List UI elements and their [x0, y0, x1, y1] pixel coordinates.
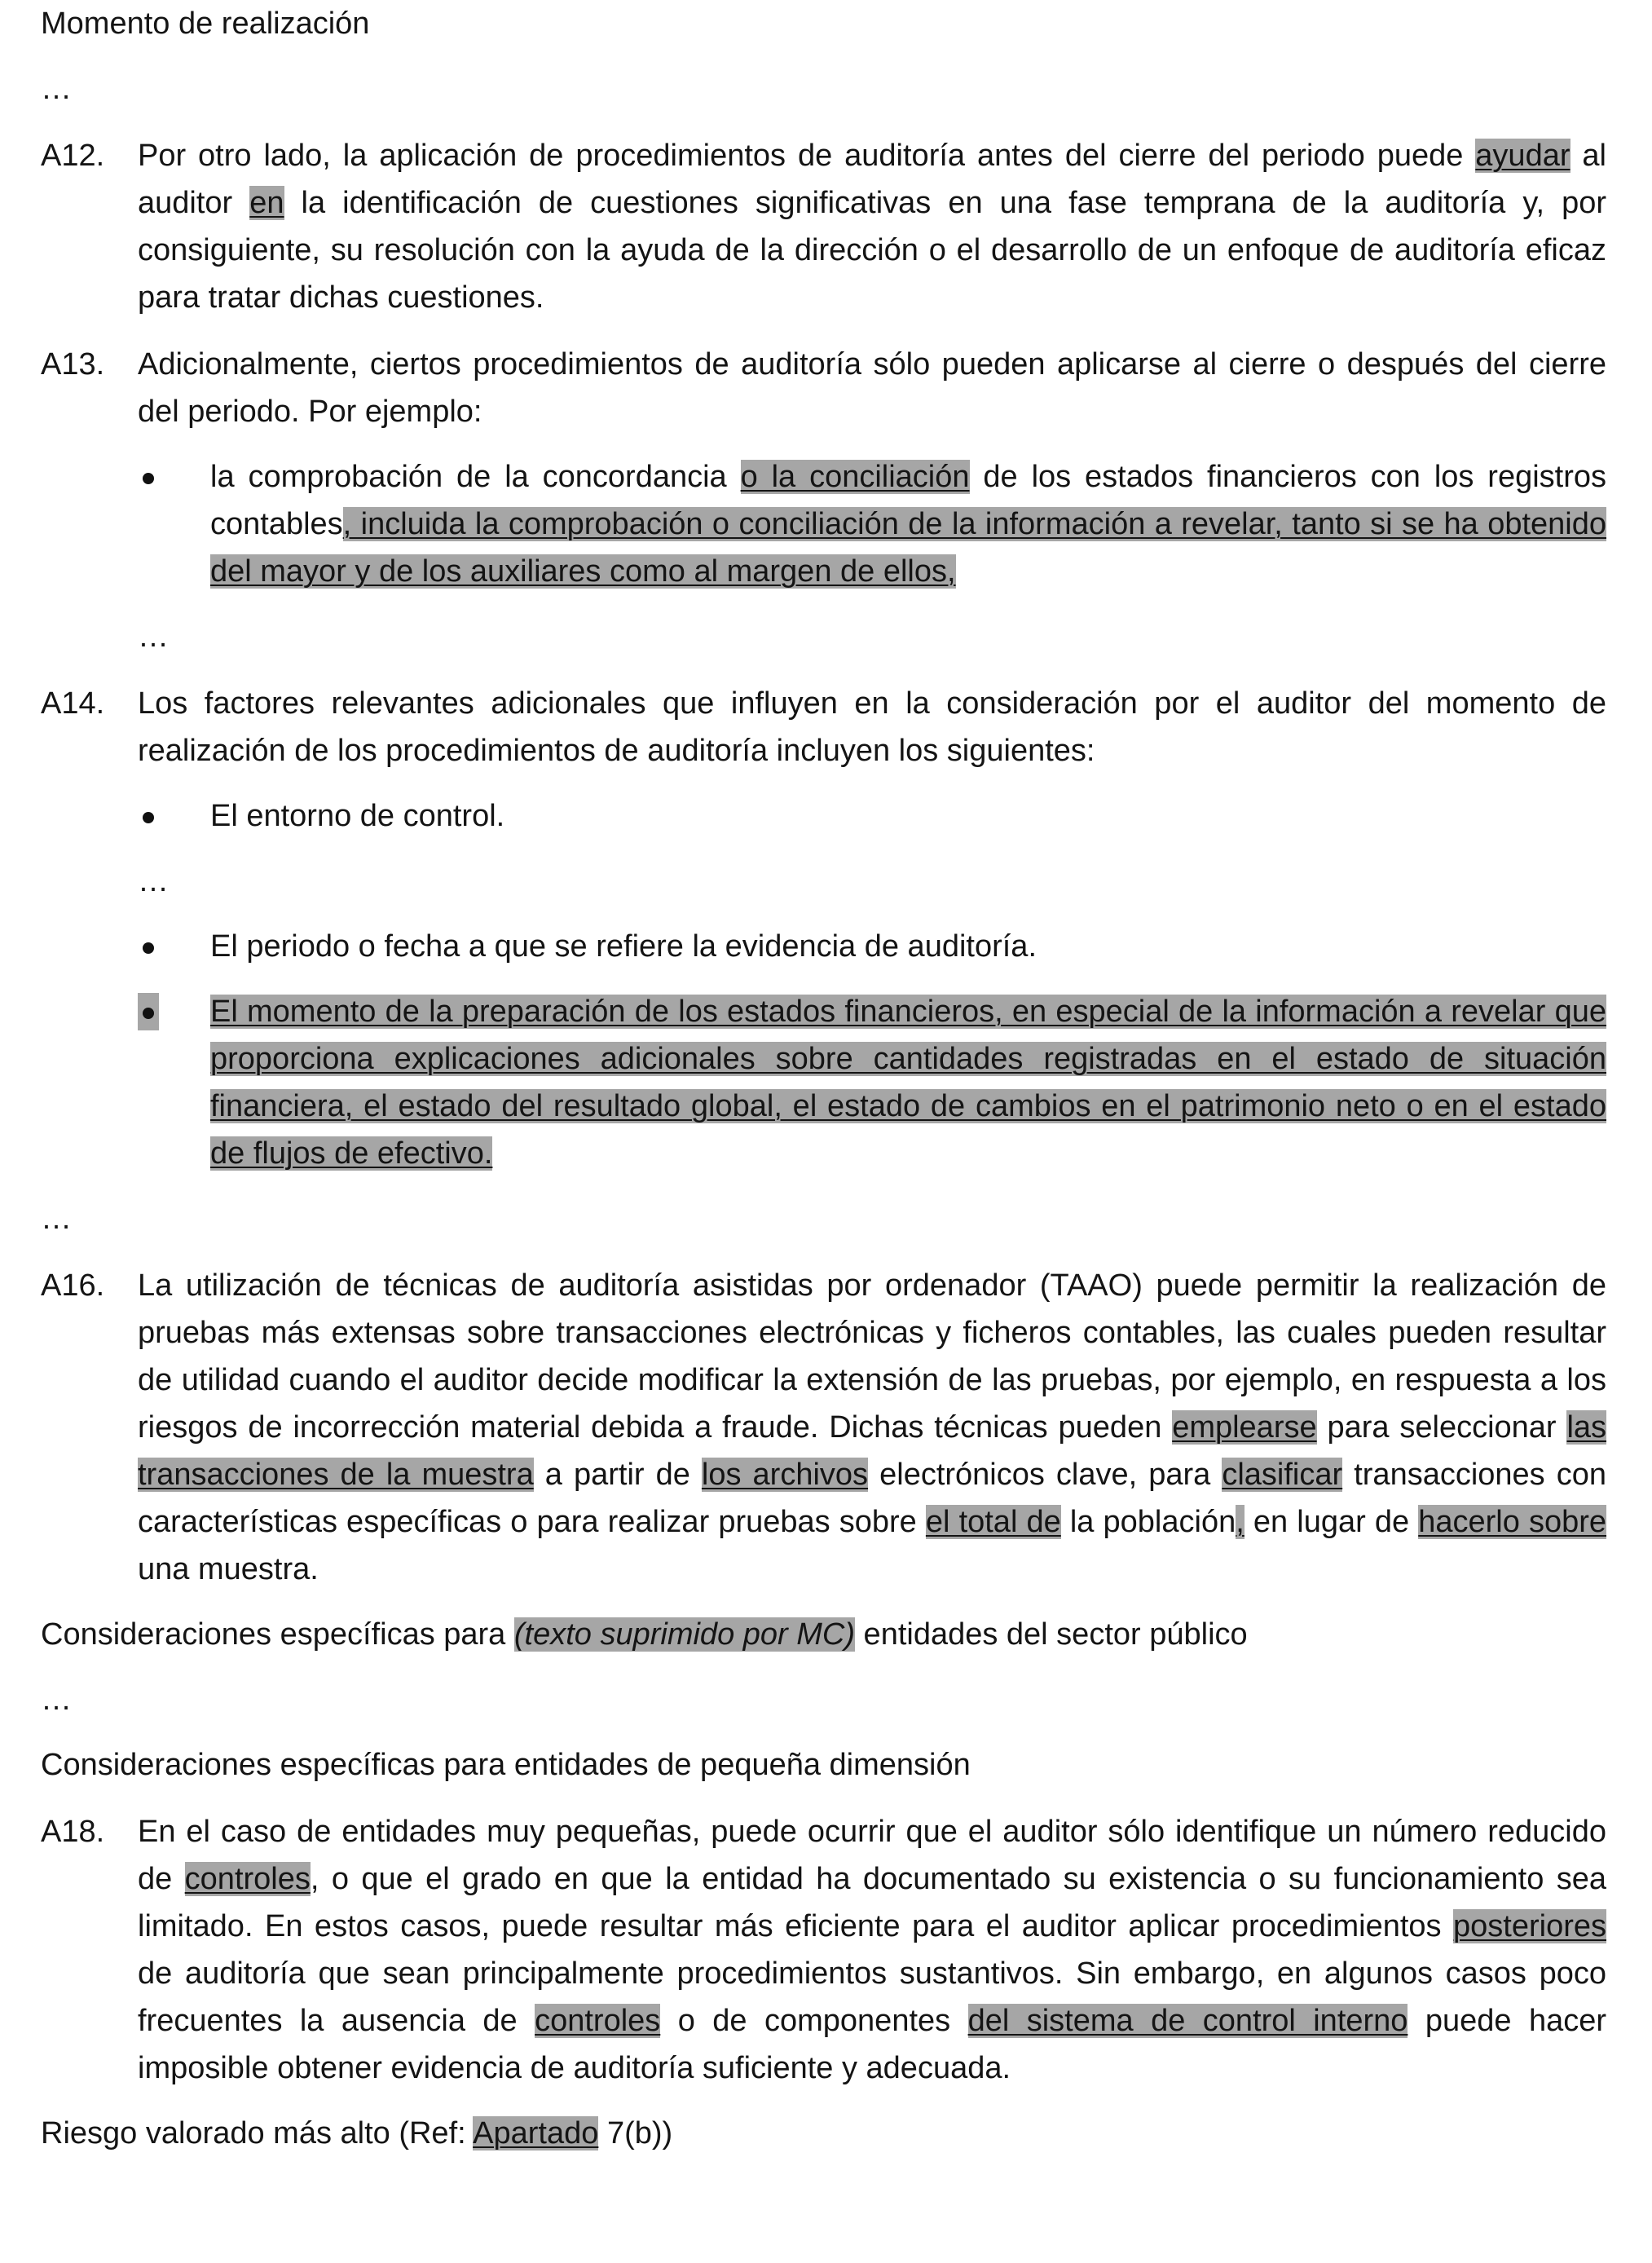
paragraph-number: A18. — [41, 1815, 105, 1849]
text-run: Consideraciones específicas para — [41, 1617, 514, 1652]
text-run: 7(b)) — [598, 2116, 673, 2151]
paragraph-a14 — [41, 680, 1606, 774]
section-heading-timing: Momento de realización — [41, 7, 370, 41]
paragraph-number: A16. — [41, 1268, 105, 1303]
paragraph-text: Adicionalmente, ciertos procedimientos de auditoría sólo pueden aplicarse al cierre o después del cierre del periodo. Por ejemplo: — [138, 347, 1606, 429]
bullet-text — [210, 988, 1606, 1177]
highlighted-text: , incluida la comprobación o conciliación de la información a revelar, tanto si se ha obtenido del mayor y de los auxiliares como al margen de ellos, — [210, 507, 1606, 589]
text-run: de auditoría que sean principalmente procedimientos sustantivos. Sin embargo, en algunos casos poco frecuentes la ausencia de — [138, 1956, 1606, 2038]
ellipsis: … — [41, 72, 72, 106]
paragraph-text: Los factores relevantes adicionales que influyen en la consideración por el auditor del momento de realización de los procedimientos de auditoría incluyen los siguientes: — [138, 686, 1606, 768]
highlighted-text: , — [1236, 1505, 1245, 1539]
ellipsis: … — [138, 864, 169, 898]
text-run: , o que el grado en que la entidad ha documentado su existencia o su funcionamiento sea limitado. En estos casos, puede resultar más eficiente para el auditor aplicar procedimientos — [138, 1862, 1606, 1943]
text-run: para seleccionar — [1316, 1410, 1567, 1445]
highlighted-text: clasificar — [1222, 1458, 1343, 1492]
bullet-item — [138, 923, 1606, 970]
highlighted-text: el total de — [925, 1505, 1061, 1539]
highlighted-text: ayudar — [1475, 139, 1571, 173]
highlighted-text: los archivos — [701, 1458, 869, 1492]
text-run: la comprobación de la concordancia — [210, 460, 741, 494]
paragraph-text — [138, 1262, 1606, 1593]
paragraph-number: A14. — [41, 686, 105, 721]
text-run: Riesgo valorado más alto (Ref: — [41, 2116, 474, 2151]
highlighted-text: controles — [184, 1862, 311, 1896]
text-run: en lugar de — [1244, 1505, 1419, 1539]
highlighted-text: del sistema de control interno — [967, 2004, 1408, 2038]
paragraph-text — [138, 132, 1606, 321]
bullet-item — [138, 453, 1606, 595]
text-run: de los estados financieros con los registros contables — [210, 460, 1607, 541]
bullet-text: El periodo o fecha a que se refiere la evidencia de auditoría. — [210, 929, 1037, 964]
bullet-item — [138, 792, 1606, 840]
text-run: transacciones con características específicas o para realizar pruebas sobre — [138, 1458, 1606, 1539]
text-run: a partir de — [533, 1458, 702, 1492]
text-run: En el caso de entidades muy pequeñas, puede ocurrir que el auditor sólo identifique un número reducido de — [138, 1815, 1606, 1896]
text-run: la identificación de cuestiones significativas en una fase temprana de la auditoría y, por consiguiente, su resolución con la ayuda de la dirección o el desarrollo de un enfoque de auditoría eficaz para tratar dichas cuestiones. — [138, 186, 1607, 315]
highlighted-text: posteriores — [1453, 1909, 1606, 1943]
ellipsis: … — [41, 1683, 72, 1717]
paragraph-a13 — [41, 341, 1606, 435]
highlighted-text: controles — [535, 2004, 661, 2038]
paragraph-a12 — [41, 132, 1606, 321]
text-run: electrónicos clave, para — [868, 1458, 1222, 1492]
section-heading-small-entities: Consideraciones específicas para entidades de pequeña dimensión — [41, 1748, 971, 1782]
highlighted-text: emplearse — [1172, 1410, 1317, 1445]
section-heading-public-sector — [41, 1611, 1606, 1658]
text-run: al auditor — [138, 139, 1606, 220]
bullet-icon — [138, 453, 210, 595]
text-run: puede hacer imposible obtener evidencia de auditoría suficiente y adecuada. — [138, 2004, 1607, 2085]
paragraph-text — [138, 1808, 1606, 2092]
bullet-text — [210, 453, 1606, 595]
highlighted-text: en — [249, 186, 284, 220]
paragraph-a18 — [41, 1808, 1606, 2092]
bullet-item-highlighted — [138, 988, 1606, 1177]
paragraph-a16 — [41, 1262, 1606, 1593]
ellipsis: … — [41, 1202, 72, 1236]
bullet-text: El entorno de control. — [210, 799, 505, 833]
paragraph-number: A13. — [41, 347, 105, 382]
text-run: La utilización de técnicas de auditoría asistidas por ordenador (TAAO) puede permitir la realización de pruebas más extensas sobre transacciones electrónicas y ficheros contables, las cuales pueden resultar de utilidad cuando el auditor decide modificar la extensión de las pruebas, por ejemplo, en respuesta a los riesgos de incorrección material debida a fraude. Dichas técnicas pueden — [138, 1268, 1606, 1445]
text-run: una muestra. — [138, 1552, 319, 1586]
bullet-icon — [138, 792, 210, 840]
text-run: entidades del sector público — [855, 1617, 1248, 1652]
section-heading-highest-risk — [41, 2110, 1606, 2157]
highlighted-text: El momento de la preparación de los estados financieros, en especial de la información a revelar que proporciona explicaciones adicionales sobre cantidades registradas en el estado de situación financiera, el estado del resultado global, el estado de cambios en el patrimonio neto o en el estado de flujos de efectivo. — [210, 995, 1606, 1171]
paragraph-number: A12. — [41, 139, 105, 173]
highlighted-text: las transacciones de la muestra — [138, 1410, 1607, 1492]
text-run: o de componentes — [660, 2004, 968, 2038]
bullet-icon — [138, 988, 210, 1177]
bullet-icon — [138, 923, 210, 970]
highlighted-text: Apartado — [473, 2116, 599, 2151]
highlighted-text: (texto suprimido por MC) — [513, 1617, 855, 1652]
text-run: Por otro lado, la aplicación de procedimientos de auditoría antes del cierre del periodo puede — [138, 139, 1476, 173]
text-run: la población — [1060, 1505, 1236, 1539]
highlighted-text: o la conciliación — [740, 460, 970, 494]
ellipsis: … — [138, 620, 169, 654]
highlighted-text: hacerlo sobre — [1418, 1505, 1607, 1539]
